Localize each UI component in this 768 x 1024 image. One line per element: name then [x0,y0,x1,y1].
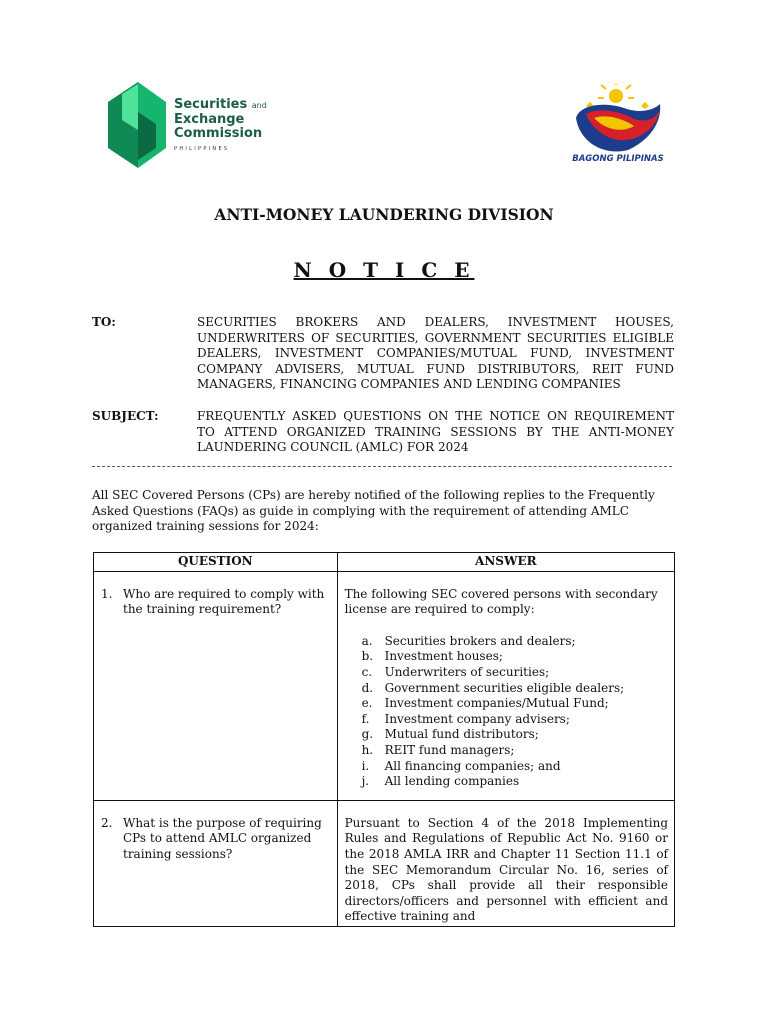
list-item [345,696,668,712]
list-item [345,634,668,650]
bagong-pilipinas-emblem-icon [566,84,670,156]
list-item [345,743,668,759]
list-item-text: All financing companies; and [384,758,561,773]
list-item-letter: a. [361,633,373,648]
bagong-pilipinas-logo [566,84,670,174]
question-cell [94,571,338,800]
list-item-letter: e. [361,696,373,711]
list-item-text: Securities brokers and dealers; [384,633,576,648]
sec-logo-line3: Commission [174,126,263,141]
list-item [345,774,668,790]
question-column-header: QUESTION [94,553,338,572]
list-item [345,727,668,743]
list-item-text: All lending companies [384,774,520,789]
faq-row [94,800,675,926]
question-number: 2. [101,815,113,830]
subject-label: SUBJECT: [92,409,159,423]
list-item-text: REIT fund managers; [384,742,515,757]
subject-value: FREQUENTLY ASKED QUESTIONS ON THE NOTICE ON REQUIREMENT TO ATTEND ORGANIZED TRAINING SESSIONS BY THE ANTI-MONEY LAUNDERING COUNCIL (AMLC) FOR 2024 [197,409,674,455]
answer-cell [337,800,674,926]
list-item-letter: b. [361,649,374,664]
sec-logo-country: PHILIPPINES [174,146,230,152]
list-item-letter: g. [361,727,374,742]
answer-text: Pursuant to Section 4 of the 2018 Implementing Rules and Regulations of Republic Act No. 9160 or the 2018 AMLA IRR and Chapter 11 Section 11.1 of the SEC Memorandum Circular No. 16, series of 2018, CPs shall provide all their responsible directors/officers and personnel with efficient and effective training and [344,815,668,924]
sec-logo-text [174,98,267,156]
list-item-letter: c. [361,664,373,679]
to-label: TO: [92,315,116,329]
sec-logo-line1: Securities [174,97,248,112]
sec-logo-line2: Exchange [174,112,245,127]
question-cell [94,800,338,926]
list-item-text: Underwriters of securities; [384,664,550,679]
answer-cell [337,571,674,800]
list-item [345,712,668,728]
notice-title: N O T I C E [293,258,475,282]
faq-table-header-row [94,553,675,572]
separator-rule [92,466,672,467]
division-heading: ANTI-MONEY LAUNDERING DIVISION [214,205,554,224]
list-item [345,665,668,681]
list-item-letter: j. [361,774,370,789]
list-item-letter: h. [361,742,374,757]
answer-intro: The following SEC covered persons with secondary license are required to comply: [344,586,658,617]
intro-paragraph: All SEC Covered Persons (CPs) are hereby notified of the following replies to the Frequently Asked Questions (FAQs) as guide in complying with the requirement of attending AMLC organized training sessions for 2024: [92,488,655,534]
sec-logo-line1-suffix: and [251,101,267,110]
question-text: Who are required to comply with the training requirement? [123,586,325,617]
sec-logo-emblem-icon [100,72,174,172]
list-item [345,649,668,665]
question-text: What is the purpose of requiring CPs to attend AMLC organized training sessions? [123,815,322,861]
faq-table [93,552,675,927]
list-item [345,681,668,697]
to-value: SECURITIES BROKERS AND DEALERS, INVESTMENT HOUSES, UNDERWRITERS OF SECURITIES, GOVERNMENT SECURITIES ELIGIBLE DEALERS, INVESTMENT COMPANIES/MUTUAL FUND, INVESTMENT COMPANY ADVISERS, MUTUAL FUND DISTRIBUTORS, REIT FUND MANAGERS, FINANCING COMPANIES AND LENDING COMPANIES [197,315,674,392]
answer-column-header: ANSWER [337,553,674,572]
list-item-letter: d. [361,680,374,695]
question-number: 1. [101,586,113,601]
list-item-letter: i. [361,758,370,773]
covered-persons-list [345,634,668,790]
list-item-text: Investment houses; [384,649,503,664]
bagong-pilipinas-label: BAGONG PILIPINAS [572,154,664,164]
list-item-text: Mutual fund distributors; [384,727,539,742]
sec-logo [100,72,300,172]
faq-row [94,571,675,800]
list-item [345,759,668,775]
list-item-text: Investment companies/Mutual Fund; [384,696,609,711]
list-item-text: Government securities eligible dealers; [384,680,625,695]
list-item-letter: f. [361,711,370,726]
list-item-text: Investment company advisers; [384,711,570,726]
